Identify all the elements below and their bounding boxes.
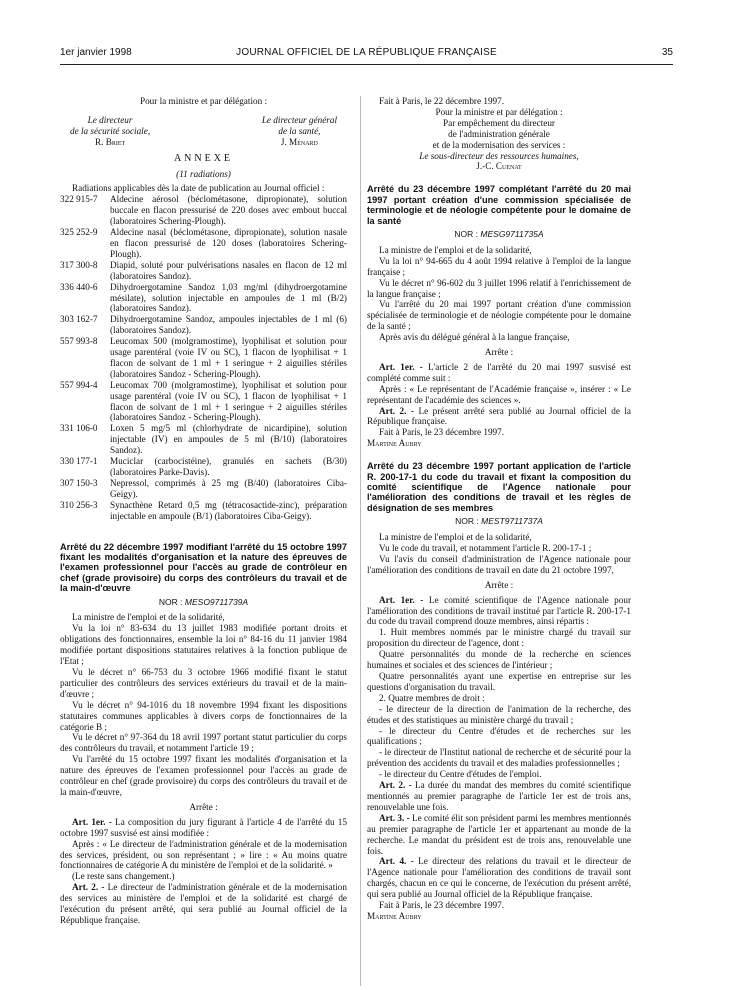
column-separator	[360, 96, 361, 986]
paragraph: 2. Quatre membres de droit :	[379, 692, 485, 703]
signatory-title: de la sécurité sociale,	[70, 125, 151, 136]
radiations-intro: Radiations applicables dès la date de publication au Journal officiel :	[72, 183, 325, 194]
radiation-text: Muciclar (carbocistéine), granulés en sachets (B/30) (laboratoires Parke-Davis).	[110, 456, 347, 477]
considerants	[367, 532, 631, 576]
cip-code: 322 915-7	[60, 194, 98, 205]
article-2: Art. 2. - La durée du mandat des membres du comité scientifique mentionnés au premier paragraphe de l'article 1er est de trois ans, renouvelable une fois.	[367, 780, 631, 812]
page-number: 35	[661, 47, 673, 58]
signatory-name: Martine Aubry	[367, 438, 422, 449]
paragraph: 1. Huit membres nommés par le ministre chargé du travail sur proposition du directeur de l'agence, dont :	[367, 627, 631, 649]
signatory-name: J.-C. Cuenat	[476, 161, 522, 172]
paragraph: Vu l'avis du conseil d'administration de l'Agence nationale pour l'amélioration des conditions de travail en date du 21 octobre 1997,	[367, 553, 631, 575]
paragraph: - le directeur de l'Institut national de recherche et de sécurité pour la prévention des accidents du travail et des maladies professionnelles ;	[367, 747, 631, 769]
considerants	[60, 612, 347, 797]
right-column	[367, 96, 631, 922]
paragraph: Vu le décret n° 94-1016 du 18 novembre 1994 fixant les dispositions statutaires communes applicables à divers corps de fonctionnaires de la catégorie B ;	[60, 699, 347, 732]
delegation-line: de l'administration générale	[448, 128, 550, 139]
nor-reference: NOR : MESG9711735A	[454, 228, 544, 239]
radiation-text: Diapid, soluté pour pulvérisations nasales en flacon de 12 ml (laboratoires Sandoz).	[110, 259, 347, 281]
radiation-item	[60, 478, 347, 500]
signatory-title: Le directeur	[87, 114, 133, 125]
article-4: Art. 4. - Le directeur des relations du travail et le directeur de l'Agence nationale pour l'amélioration des conditions de travail sont chargés, chacun en ce qui le concerne, de l'exécution du présent arrêté, qui sera publié au Journal officiel de la République française.	[367, 856, 632, 900]
cip-code: 557 994-4	[60, 379, 98, 390]
considerants	[367, 245, 631, 343]
paragraph: Vu le décret n° 66-753 du 3 octobre 1966 modifié fixant le statut particulier des contrôleurs des services extérieurs du travail et de la main-d'œuvre ;	[60, 667, 347, 699]
signatory-name: J. Ménard	[280, 136, 318, 147]
article-1: Art. 1er. - La composition du jury figurant à l'article 4 de l'arrêté du 15 octobre 1997 susvisé est ainsi modifiée :	[60, 816, 347, 838]
signatures-block	[70, 115, 337, 148]
paragraph: La ministre de l'emploi et de la solidarité,	[72, 612, 225, 623]
paragraph: Après avis du délégué général à la langue française,	[379, 332, 570, 343]
radiation-item	[60, 314, 347, 336]
cip-code: 330 177-1	[60, 456, 98, 467]
radiations-count: (11 radiations)	[176, 168, 231, 179]
annexe-heading: ANNEXE	[173, 152, 234, 164]
cip-code: 307 150-3	[60, 477, 98, 488]
paragraph: Vu le code du travail, et notamment l'article R. 200-17-1 ;	[379, 543, 592, 554]
article-2: Art. 2. - Le directeur de l'administration générale et de la modernisation des services au ministère de l'emploi et de la solidarité est chargé de l'exécution du présent arrêté, qui sera publié au Journal officiel de la République française.	[60, 882, 347, 925]
arrete-title: Arrêté du 23 décembre 1997 complétant l'arrêté du 20 mai 1997 portant création d'une commission spécialisée de terminologie et de néologie compétente pour le domaine de la santé	[367, 184, 631, 226]
arrete-title: Arrêté du 23 décembre 1997 portant application de l'article R. 200-17-1 du code du travail et fixant la composition du comité scientifique de l'Agence nationale pour l'amélioration des conditions de travail et les règles de désignation de ses membres	[367, 461, 631, 513]
radiations-list	[60, 194, 347, 521]
article-1-amendment: Après : « Le représentant de l'Académie française », insérer : « Le représentant de l'académie des sciences ».	[367, 383, 631, 405]
radiation-item	[60, 500, 347, 522]
left-column	[60, 96, 347, 926]
article-1: Art. 1er. - Le comité scientifique de l'Agence nationale pour l'amélioration des conditions de travail institué par l'article R. 200-17-1 du code du travail comprend douze membres, ainsi répartis :	[367, 594, 632, 627]
paragraph: Vu le décret n° 96-602 du 3 juillet 1996 relatif à l'enrichissement de la langue française ;	[367, 277, 631, 299]
nor-reference: NOR : MESO9711739A	[158, 596, 249, 607]
delegation-line: Par empêchement du directeur	[443, 117, 555, 128]
radiation-item	[60, 423, 347, 456]
arrete-word: Arrête :	[484, 579, 514, 590]
radiation-text: Loxen 5 mg/5 ml (chlorhydrate de nicardipine), solution injectable (IV) en ampoules de 5 ml (B/10) (laboratoires Sandoz).	[110, 423, 347, 456]
article-1-rest: (Le reste sans changement.)	[72, 871, 175, 882]
paragraph: Vu le décret n° 97-364 du 18 avril 1997 portant statut particulier du corps des contrôleurs du travail, et notamment l'article 19 ;	[60, 732, 347, 754]
delegation-line: Pour la ministre et par délégation :	[139, 96, 268, 106]
cip-code: 557 993-8	[60, 336, 98, 347]
page-header	[60, 47, 673, 61]
radiation-text: Nepressol, comprimés à 25 mg (B/40) (laboratoires Ciba-Geigy).	[110, 477, 347, 499]
article-2: Art. 2. - Le présent arrêté sera publié au Journal officiel de la République française.	[367, 405, 632, 427]
radiation-text: Dihydroergotamine Sandoz 1,03 mg/ml (dihydroergotamine mésilate), solution injectable en ampoules de 1 ml (B/2) (laboratoires Sandoz).	[110, 281, 347, 314]
paragraph: - le directeur du Centre d'études de l'emploi.	[379, 769, 542, 780]
delegation-line: Pour la ministre et par délégation :	[435, 106, 563, 117]
paragraph: Vu l'arrêté du 20 mai 1997 portant création d'une commission spécialisée de terminologie et de néologie compétente pour le domaine de la santé ;	[367, 299, 631, 332]
paragraph: La ministre de l'emploi et de la solidarité,	[379, 532, 532, 543]
paragraph: Quatre personnalités ayant une expertise en entreprise sur les questions d'organisation du travail.	[367, 671, 631, 692]
radiation-text: Aldecine aérosol (béclométasone, dipropionate), solution buccale en flacon pressurisé de 220 doses avec embout buccal (laboratoires Schering-Plough).	[110, 194, 347, 227]
radiation-text: Synacthène Retard 0,5 mg (tétracosactide-zinc), préparation injectable en ampoule (B/1) (laboratoires Ciba-Geigy).	[110, 499, 347, 521]
cip-code: 325 252-9	[60, 227, 98, 238]
header-rule	[60, 64, 673, 65]
signatory-name: R. Briet	[94, 136, 126, 147]
paragraph: Quatre personnalités du monde de la recherche en sciences humaines et sociales et des sciences de l'intérieur ;	[367, 649, 631, 671]
signatory-title: de la santé,	[278, 125, 321, 136]
cip-code: 303 162-7	[60, 314, 98, 325]
radiation-item	[60, 194, 347, 227]
fait-a-paris: Fait à Paris, le 23 décembre 1997.	[379, 900, 505, 911]
radiation-text: Dihydroergotamine Sandoz, ampoules injectables de 1 ml (6) (laboratoires Sandoz).	[110, 314, 347, 336]
cip-code: 331 106-0	[60, 423, 98, 434]
paragraph: La ministre de l'emploi et de la solidarité,	[379, 244, 532, 255]
radiation-item	[60, 380, 347, 424]
fait-a-paris: Fait à Paris, le 23 décembre 1997.	[379, 427, 505, 438]
delegation-line: et de la modernisation des services :	[432, 139, 566, 150]
nor-reference: NOR : MEST9711737A	[455, 516, 543, 527]
radiation-item	[60, 282, 347, 315]
cip-code: 310 256-3	[60, 499, 98, 510]
arrete-word: Arrête :	[189, 801, 218, 812]
article-3: Art. 3. - Le comité élit son président parmi les membres mentionnés au premier paragraphe de l'article 1er et appartenant au monde de la recherche. Le mandat du président est de trois ans, renouvelable une fois.	[367, 812, 631, 856]
header-date: 1er janvier 1998	[60, 47, 132, 58]
signatory-name: Martine Aubry	[367, 910, 422, 921]
article-1-amendment: Après : « Le directeur de l'administration générale et de la modernisation des services, président, ou son représentant ; » lire : « Au moins quatre fonctionnaires de catégorie A du ministère de l'emploi et de la solidarité. »	[60, 838, 347, 871]
paragraph: Vu la loi n° 94-665 du 4 août 1994 relative à l'emploi de la langue française ;	[367, 255, 631, 277]
radiation-text: Leucomax 500 (molgramostime), lyophilisat et solution pour usage parentéral (voie IV ou SC), 1 flacon de lyophilisat + 1 flacon de solvant de 1 ml + 1 seringue + 2 aiguilles stériles (laboratoires Sandoz - Schering-Plough).	[110, 336, 347, 379]
paragraph: Vu la loi n° 83-634 du 13 juillet 1983 modifiée portant droits et obligations des fonctionnaires, ensemble la loi n° 84-16 du 11 janvier 1984 modifiée portant dispositions statutaires relatives à la fonction publique de l'Etat ;	[60, 623, 347, 667]
radiation-item	[60, 336, 347, 380]
arrete-title: Arrêté du 22 décembre 1997 modifiant l'arrêté du 15 octobre 1997 fixant les modalités d'organisation et la nature des épreuves de l'examen professionnel pour l'accès au grade de contrôleur en chef (grade provisoire) du corps des contrôleurs du travail et de la main-d'œuvre	[60, 541, 347, 594]
members-list	[367, 627, 631, 780]
paragraph: - le directeur du Centre d'études et de recherches sur les qualifications ;	[367, 725, 631, 747]
radiation-text: Aldecine nasal (béclométasone, dipropionate), solution nasale en flacon pressurisé de 120 doses (laboratoires Schering-Plough).	[110, 227, 347, 259]
cip-code: 317 300-8	[60, 259, 98, 270]
paragraph: Vu l'arrêté du 15 octobre 1997 fixant les modalités d'organisation et la nature des épreuves de l'examen professionnel pour l'accès au grade de contrôleur en chef (grade provisoire) du corps des contrôleurs du travail et de la main-d'œuvre,	[60, 754, 347, 797]
cip-code: 336 440-6	[60, 281, 98, 292]
radiation-text: Leucomax 700 (molgramostime), lyophilisat et solution pour usage parentéral (voie IV ou SC), 1 flacon de lyophilisat + 1 flacon de solvant de 1 ml + 1 seringue + 2 aiguilles stériles (laboratoires Sandoz - Schering-Plough).	[110, 379, 347, 423]
signatory-title: Le directeur général	[261, 114, 337, 125]
radiation-item	[60, 456, 347, 478]
radiation-item	[60, 260, 347, 282]
journal-title: JOURNAL OFFICIEL DE LA RÉPUBLIQUE FRANÇAISE	[236, 47, 497, 58]
article-1: Art. 1er. - L'article 2 de l'arrêté du 20 mai 1997 susvisé est complété comme suit :	[367, 361, 631, 383]
paragraph: - le directeur de la direction de l'animation de la recherche, des études et des statistiques au ministère chargé du travail ;	[367, 703, 631, 725]
signatory-title: Le sous-directeur des ressources humaines,	[419, 150, 579, 161]
arrete-word: Arrête :	[484, 347, 514, 358]
radiation-item	[60, 227, 347, 260]
fait-a-paris: Fait à Paris, le 22 décembre 1997.	[379, 96, 505, 106]
